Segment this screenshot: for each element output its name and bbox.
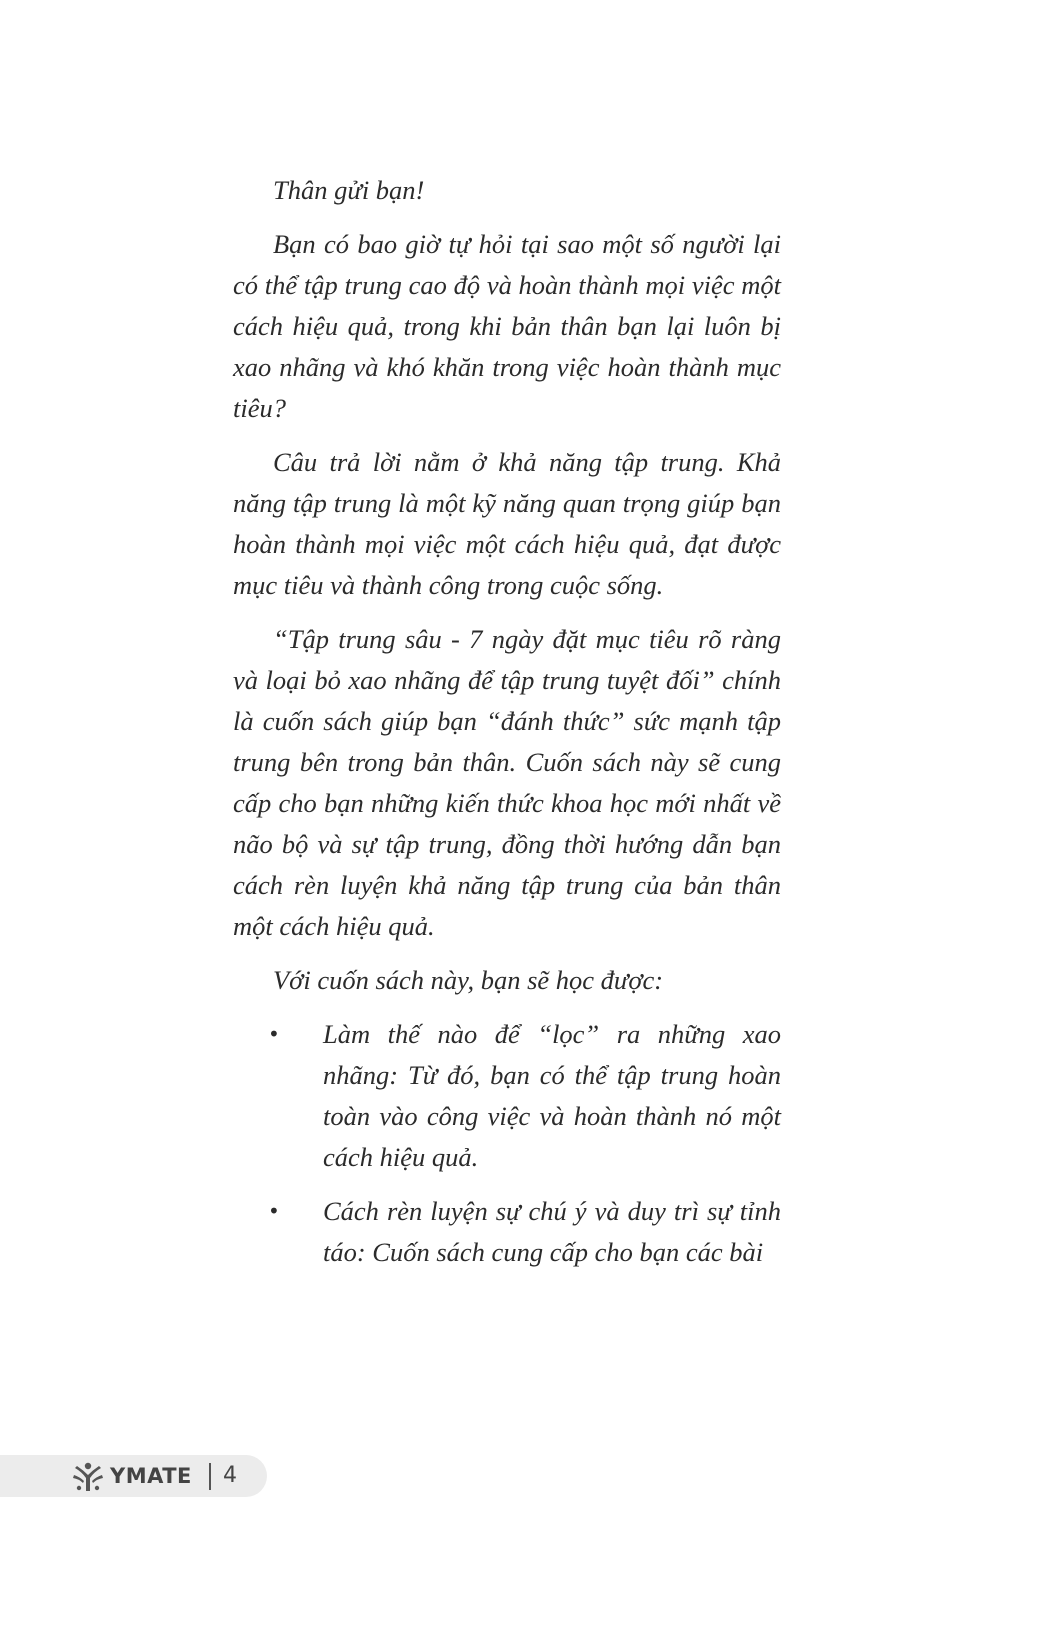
- footer-divider: [209, 1463, 211, 1490]
- list-item-text: Làm thế nào để “lọc” ra những xao nhãng: Từ đó, bạn có thể tập trung hoàn toàn vào công việc và hoàn thành nó một cách hiệu quả.: [323, 1019, 781, 1172]
- page-number: 4: [223, 1463, 237, 1488]
- list-item: [233, 1014, 781, 1178]
- bullet-icon: •: [268, 1199, 280, 1223]
- footer-brand: YMATE: [110, 1464, 192, 1488]
- paragraph-book-description: “Tập trung sâu - 7 ngày đặt mục tiêu rõ ràng và loại bỏ xao nhãng để tập trung tuyệt đối” chính là cuốn sách giúp bạn “đánh thức” sức mạnh tập trung bên trong bản thân. Cuốn sách này sẽ cung cấp cho bạn những kiến thức khoa học mới nhất về não bộ và sự tập trung, đồng thời hướng dẫn bạn cách rèn luyện khả năng tập trung của bản thân một cách hiệu quả.: [233, 624, 781, 941]
- paragraph-answer: Câu trả lời nằm ở khả năng tập trung. Khả năng tập trung là một kỹ năng quan trọng giúp bạn hoàn thành mọi việc một cách hiệu quả, đạt được mục tiêu và thành công trong cuộc sống.: [233, 447, 781, 600]
- bullet-icon: •: [268, 1022, 280, 1046]
- ymate-logo-icon: [72, 1462, 104, 1492]
- paragraph-learn-intro: Với cuốn sách này, bạn sẽ học được:: [273, 965, 664, 995]
- list-item-text: Cách rèn luyện sự chú ý và duy trì sự tỉnh táo: Cuốn sách cung cấp cho bạn các bài: [323, 1196, 781, 1267]
- learning-list: [233, 1014, 781, 1273]
- paragraph-intro-question: Bạn có bao giờ tự hỏi tại sao một số người lại có thể tập trung cao độ và hoàn thành mọi việc một cách hiệu quả, trong khi bản thân bạn lại luôn bị xao nhãng và khó khăn trong việc hoàn thành mục tiêu?: [233, 229, 781, 423]
- page-footer-tab: [0, 1455, 267, 1497]
- list-item: [233, 1191, 781, 1273]
- book-page-body: [233, 170, 781, 1286]
- greeting-line: Thân gửi bạn!: [273, 175, 425, 205]
